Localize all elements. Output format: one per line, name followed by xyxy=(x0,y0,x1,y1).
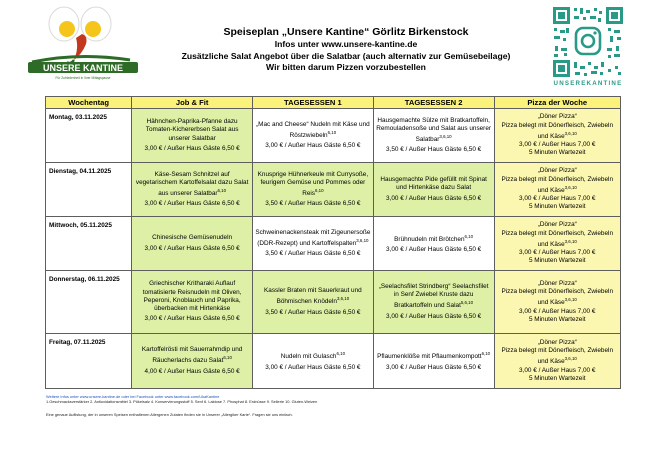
price-text: 3,00 € / Außer Haus Gäste 6,50 € xyxy=(386,194,482,202)
qr-code-icon xyxy=(552,6,624,78)
tagesessen-1-cell xyxy=(253,217,374,271)
footer-allergens: 1.Geschmacksverstärker 2. Antioxidationsmittel 3. Pökelsalz 4. Konservierungsstoff 5. Senf 6. Laktose 7. Phosphat 8. Erdnüsse 9. Sellerie 10. Gluten-Weizen xyxy=(46,399,318,405)
allergen-sup: 6,10 xyxy=(223,355,232,361)
header-tagesessen-1: TAGESESSEN 1 xyxy=(253,97,374,109)
pizza-cell xyxy=(494,217,621,271)
tagesessen-1-cell xyxy=(253,163,374,217)
pizza-name: „Döner Pizza“ xyxy=(537,113,577,121)
dish-text: „Seelachsfilet Strindberg“ Seelachsfilet in Senf Zwiebel Kruste dazu Bratkartoffeln und Salat xyxy=(378,283,489,310)
page-title: Speiseplan „Unsere Kantine“ Görlitz Birkenstock xyxy=(223,26,469,38)
jobfit-cell xyxy=(132,217,253,271)
price-text: 3,50 € / Außer Haus Gäste 6,50 € xyxy=(265,200,361,208)
dish-text: Hausgemachte Pide gefüllt mit Spinat und Hirtenkäse dazu Salat xyxy=(380,176,487,192)
header-pizza: Pizza der Woche xyxy=(494,97,621,109)
header-jobfit: Job & Fit xyxy=(132,97,253,109)
pizza-name: „Döner Pizza“ xyxy=(537,338,577,346)
wait-text: 5 Minuten Wartezeit xyxy=(528,315,586,323)
price-text: 3,00 € / Außer Haus 7,00 € xyxy=(519,307,596,315)
allergen-sup: 6,10 xyxy=(464,233,474,239)
tagesessen-2-cell xyxy=(373,217,494,271)
day-cell: Montag, 03.11.2025 xyxy=(46,109,132,163)
footer-links[interactable]: Weitere Infos unter www.unsere-kantine.de oder bei Facebook unter www.facebook.com/UkaKantine xyxy=(46,394,220,399)
tagesessen-1-cell xyxy=(253,271,374,334)
pizza-cell xyxy=(494,163,621,217)
pizza-note: Wir bitten darum Pizzen vorzubestellen xyxy=(266,62,426,72)
price-text: 3,00 € / Außer Haus Gäste 6,50 € xyxy=(144,144,240,152)
table-row xyxy=(46,109,621,163)
logo-tagline: Für Zufriedenheit in Ihrer Mittagspause xyxy=(55,76,111,80)
price-text: 3,00 € / Außer Haus Gäste 6,50 € xyxy=(386,363,482,371)
salad-line: Zusätzliche Salat Angebot über die Salatbar (auch alternativ zur Gemüsebeilage) xyxy=(181,50,511,61)
table-row xyxy=(46,163,621,217)
allergen-sup: 3,6,10 xyxy=(564,238,577,244)
pizza-desc: Pizza belegt mit Dönerfleisch, Zwiebeln und Käse xyxy=(501,121,614,140)
pizza-desc: Pizza belegt mit Dönerfleisch, Zwiebeln und Käse xyxy=(501,175,614,194)
header-wochentag: Wochentag xyxy=(46,97,132,109)
allergen-sup: 6,10 xyxy=(217,187,227,193)
allergen-sup: 5,6,10 xyxy=(460,300,474,306)
pizza-cell xyxy=(494,271,621,334)
allergen-sup: 6,10 xyxy=(315,187,324,193)
allergen-sup: 3,6,10 xyxy=(564,130,577,136)
price-text: 3,00 € / Außer Haus 7,00 € xyxy=(519,141,596,149)
table-row xyxy=(46,334,621,389)
jobfit-cell xyxy=(132,334,253,389)
price-text: 3,00 € / Außer Haus Gäste 6,50 € xyxy=(265,363,361,371)
day-cell: Freitag, 07.11.2025 xyxy=(46,334,132,389)
footer-note: Eine genaue Auflistung, der in unseren Speisen enthaltenen Allergenen Zutaten finden sie in Unserer „Allergiker Karte“. Fragen sie uns einfach. xyxy=(46,412,293,418)
price-text: 3,50 € / Außer Haus Gäste 6,50 € xyxy=(265,308,361,316)
allergen-sup: 3,6,10 xyxy=(564,297,577,303)
allergen-sup: 3,6,10 xyxy=(439,133,452,139)
pizza-desc: Pizza belegt mit Dönerfleisch, Zwiebeln und Käse xyxy=(501,229,614,248)
allergen-sup: 6,10 xyxy=(336,351,346,357)
price-text: 3,00 € / Außer Haus Gäste 6,50 € xyxy=(386,246,482,254)
dish-text: Pflaumenklöße mit Pflaumenkompott xyxy=(377,353,482,361)
pizza-desc: Pizza belegt mit Dönerfleisch, Zwiebeln und Käse xyxy=(501,347,614,366)
dish-text: Kartoffelrösti mit Sauerrahmdip und Räucherlachs dazu Salat xyxy=(141,346,243,365)
dish-text: Chinesische Gemüsenudeln xyxy=(152,234,233,242)
price-text: 3,00 € / Außer Haus Gäste 6,50 € xyxy=(144,200,240,208)
kantine-logo xyxy=(20,4,142,84)
dish-text: Knusprige Hühnerkeule mit Currysoße, feurigem Gemüse und Pommes oder Reis xyxy=(257,170,369,198)
day-cell: Dienstag, 04.11.2025 xyxy=(46,163,132,217)
dish-text: Griechischer Kritharaki Auflauf tomatisierte Reisnudeln mit Oliven, Peperoni, Knoblauch und Paprika, überbacken mit Hirtenkäse xyxy=(142,280,242,313)
dish-text: Hähnchen-Paprika-Pfanne dazu Tomaten-Kichererbsen Salat aus unserer Salatbar xyxy=(145,118,239,142)
jobfit-cell xyxy=(132,271,253,334)
price-text: 3,50 € / Außer Haus Gäste 6,50 € xyxy=(265,250,361,258)
day-cell: Donnerstag, 06.11.2025 xyxy=(46,271,132,334)
tagesessen-2-cell xyxy=(373,163,494,217)
menu-table xyxy=(45,96,621,389)
allergen-sup: 3,6,10 xyxy=(564,356,577,362)
allergen-sup: 3,6,10 xyxy=(564,184,577,190)
footer xyxy=(46,394,506,418)
tagesessen-1-cell xyxy=(253,109,374,163)
price-text: 4,00 € / Außer Haus Gäste 6,50 € xyxy=(144,367,240,375)
pizza-name: „Döner Pizza“ xyxy=(537,279,577,287)
dish-text: Brühnudeln mit Brötchen xyxy=(394,235,465,243)
qr-label: UNSEREKANTINE xyxy=(553,80,623,87)
pizza-cell xyxy=(494,109,621,163)
dish-text: Kassler Braten mit Sauerkraut und Böhmischen Knödeln xyxy=(264,287,362,306)
price-text: 3,00 € / Außer Haus Gäste 6,50 € xyxy=(144,315,240,323)
price-text: 3,00 € / Außer Haus 7,00 € xyxy=(519,195,596,203)
allergen-sup: 6,10 xyxy=(481,351,491,357)
tagesessen-2-cell xyxy=(373,334,494,389)
wait-text: 5 Minuten Wartezeit xyxy=(528,257,586,265)
allergen-sup: 3,6,10 xyxy=(356,237,369,243)
pizza-name: „Döner Pizza“ xyxy=(537,167,577,175)
price-text: 3,00 € / Außer Haus Gäste 6,50 € xyxy=(386,312,482,320)
day-cell: Mittwoch, 05.11.2025 xyxy=(46,217,132,271)
tagesessen-1-cell xyxy=(253,334,374,389)
info-line: Infos unter www.unsere-kantine.de xyxy=(274,39,418,49)
dish-text: Nudeln mit Gulasch xyxy=(280,353,337,361)
header-tagesessen-2: TAGESESSEN 2 xyxy=(373,97,494,109)
tagesessen-2-cell xyxy=(373,271,494,334)
price-text: 3,50 € / Außer Haus Gäste 6,50 € xyxy=(386,146,482,154)
dish-text: Hausgemachte Sülze mit Bratkartoffeln, Remouladensoße und Salat aus unserer Salatbar xyxy=(376,116,491,144)
allergen-sup: 3,6,10 xyxy=(336,296,350,302)
wait-text: 5 Minuten Wartezeit xyxy=(528,203,586,211)
price-text: 3,00 € / Außer Haus Gäste 6,50 € xyxy=(144,244,240,252)
pizza-desc: Pizza belegt mit Dönerfleisch, Zwiebeln und Käse xyxy=(501,288,614,307)
jobfit-cell xyxy=(132,109,253,163)
wait-text: 5 Minuten Wartezeit xyxy=(528,149,586,157)
pizza-name: „Döner Pizza“ xyxy=(537,221,577,229)
wait-text: 5 Minuten Wartezeit xyxy=(528,374,586,382)
table-row xyxy=(46,271,621,334)
table-row xyxy=(46,217,621,271)
dish-text: Käse-Sesam Schnitzel auf vegetarischem Kartoffelsalat dazu Salat aus unserer Salatbar xyxy=(135,170,249,198)
page-header xyxy=(150,26,542,74)
price-text: 3,00 € / Außer Haus Gäste 6,50 € xyxy=(265,142,361,150)
jobfit-cell xyxy=(132,163,253,217)
price-text: 3,00 € / Außer Haus 7,00 € xyxy=(519,249,596,257)
tagesessen-2-cell xyxy=(373,109,494,163)
logo-text: UNSERE KANTINE xyxy=(42,63,124,73)
table-header-row xyxy=(46,97,621,109)
dish-text: „Mac and Cheese“ Nudeln mit Käse und Röstzwiebeln xyxy=(256,120,370,139)
allergen-sup: 6,10 xyxy=(327,129,337,135)
pizza-cell xyxy=(494,334,621,389)
price-text: 3,00 € / Außer Haus 7,00 € xyxy=(519,366,596,374)
dish-text: Schweinenackensteak mit Zigeunersoße (DDR-Rezept) und Kartoffelspalten xyxy=(255,228,371,247)
